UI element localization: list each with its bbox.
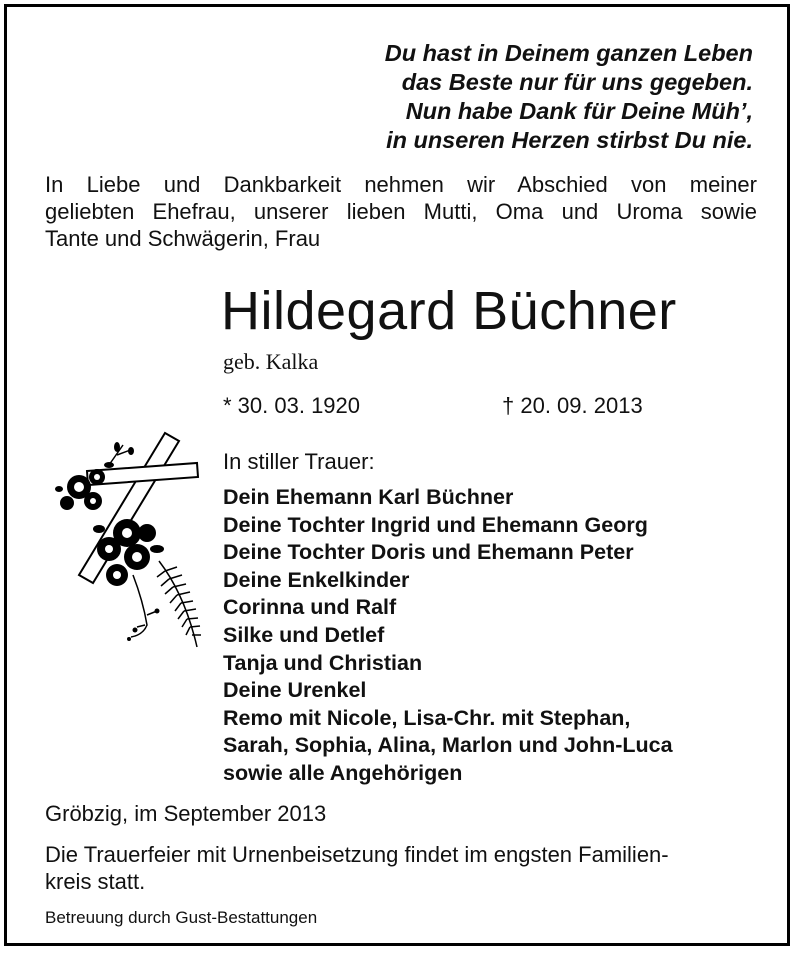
- poem-line: Nun habe Dank für Deine Müh’,: [405, 98, 753, 124]
- intro-line: Tante und Schwägerin, Frau: [45, 226, 321, 251]
- mourner-line: Deine Tochter Ingrid und Ehemann Georg: [223, 512, 648, 537]
- service-line: kreis statt.: [45, 869, 146, 894]
- cross-with-roses-icon: [47, 425, 207, 655]
- poem-line: in unseren Herzen stirbst Du nie.: [386, 127, 753, 153]
- poem-line: Du hast in Deinem ganzen Leben: [384, 40, 753, 66]
- birth-date: * 30. 03. 1920: [223, 393, 361, 418]
- mourner-line: Corinna und Ralf: [223, 595, 397, 620]
- death-date: † 20. 09. 2013: [502, 393, 643, 418]
- mourner-line: Tanja und Christian: [223, 650, 423, 675]
- place-date: Gröbzig, im September 2013: [45, 801, 327, 826]
- mourner-line: Deine Urenkel: [223, 678, 367, 703]
- poem-line: das Beste nur für uns gegeben.: [401, 69, 753, 95]
- mourner-line: Remo mit Nicole, Lisa-Chr. mit Stephan,: [223, 705, 631, 730]
- mourner-line: Deine Tochter Doris und Ehemann Peter: [223, 540, 634, 565]
- service-info: [45, 841, 765, 895]
- maiden-name: geb. Kalka: [223, 349, 319, 374]
- mourning-label: In stiller Trauer:: [223, 449, 375, 474]
- deceased-name: Hildegard Büchner: [221, 281, 677, 341]
- mourner-line: sowie alle Angehörigen: [223, 760, 463, 785]
- undertaker-credit: Betreuung durch Gust-Bestattungen: [45, 908, 318, 927]
- mourner-line: Silke und Detlef: [223, 622, 385, 647]
- intro-line: In Liebe und Dankbarkeit nehmen wir Abschied von meiner: [45, 172, 757, 197]
- mourners-list: [223, 484, 673, 788]
- mourner-line: Deine Enkelkinder: [223, 567, 410, 592]
- intro-line: geliebten Ehefrau, unserer lieben Mutti, Oma und Uroma sowie: [45, 199, 757, 224]
- obituary-notice: [4, 4, 790, 946]
- mourner-line: Dein Ehemann Karl Büchner: [223, 485, 514, 509]
- memorial-poem: [385, 39, 753, 155]
- mourner-line: Sarah, Sophia, Alina, Marlon und John-Luca: [223, 733, 673, 758]
- intro-text: [45, 171, 757, 252]
- service-line: Die Trauerfeier mit Urnenbeisetzung findet im engsten Familien-: [45, 842, 669, 867]
